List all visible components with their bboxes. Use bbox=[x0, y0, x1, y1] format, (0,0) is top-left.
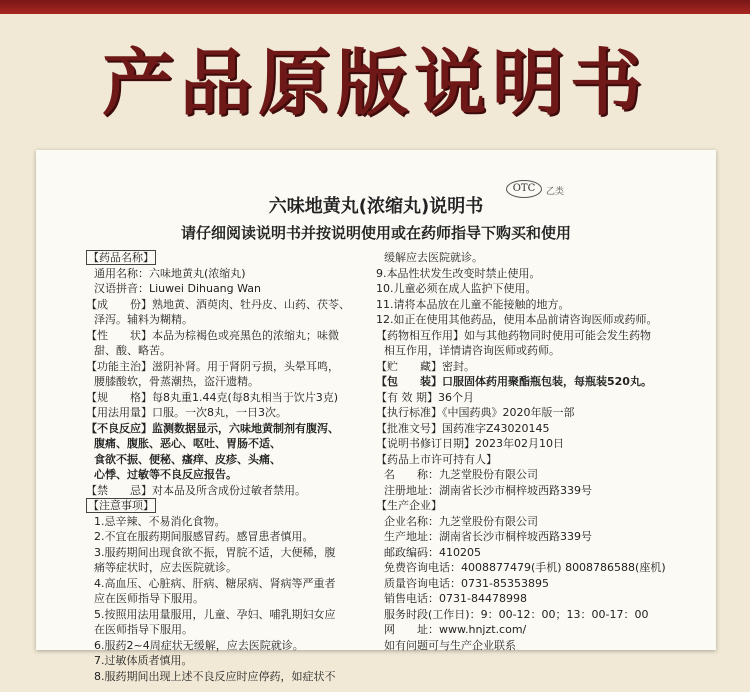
leaflet-line bbox=[376, 266, 701, 282]
leaflet-line bbox=[86, 498, 386, 514]
leaflet-line bbox=[86, 266, 386, 282]
leaflet-line-text: 3.服药期间出现食欲不振，胃脘不适，大便稀，腹 bbox=[94, 545, 336, 559]
leaflet-line-text: 质量咨询电话：0731-85353895 bbox=[384, 576, 549, 590]
leaflet-line-text: 腰膝酸软，骨蒸潮热，盗汗遗精。 bbox=[94, 375, 259, 388]
leaflet-line bbox=[376, 560, 701, 576]
leaflet-line bbox=[86, 638, 386, 654]
leaflet-line-text: 5.按照用法用量服用，儿童、孕妇、哺乳期妇女应 bbox=[94, 607, 336, 621]
leaflet-line-text: 甜、酸、略苦。 bbox=[94, 344, 171, 357]
leaflet-line-text: 企业名称：九芝堂股份有限公司 bbox=[384, 514, 538, 528]
leaflet-line bbox=[86, 405, 386, 421]
leaflet-line bbox=[86, 343, 386, 359]
leaflet-line bbox=[86, 576, 386, 592]
leaflet-line-text: 【注意事项】 bbox=[88, 499, 154, 512]
leaflet-line bbox=[86, 483, 386, 499]
leaflet-line-text: 6.服药2~4周症状无缓解，应去医院就诊。 bbox=[94, 638, 304, 652]
leaflet-line bbox=[86, 529, 386, 545]
leaflet-line bbox=[376, 514, 701, 530]
leaflet-line-text: 邮政编码：410205 bbox=[384, 545, 481, 559]
leaflet-line bbox=[86, 359, 386, 375]
leaflet-line-text: 【药品上市许可持有人】 bbox=[376, 452, 497, 466]
leaflet-line bbox=[86, 374, 386, 390]
leaflet-line-text: 销售电话：0731-84478998 bbox=[384, 592, 527, 605]
leaflet-line bbox=[86, 514, 386, 530]
leaflet-line-text: 【包 装】口服固体药用聚酯瓶包装，每瓶装520丸。 bbox=[376, 375, 652, 388]
leaflet-line-text: 8.服药期间出现上述不良反应时应停药，如症状不 bbox=[94, 669, 336, 683]
right-column bbox=[376, 250, 701, 653]
leaflet-line bbox=[376, 622, 701, 638]
leaflet-line-text: 免费咨询电话：4008877479(手机) 8008786588(座机) bbox=[384, 561, 666, 574]
leaflet-line bbox=[86, 297, 386, 313]
leaflet-line-text: 2.不宜在服药期间服感冒药。感冒患者慎用。 bbox=[94, 530, 314, 543]
leaflet-line bbox=[376, 328, 701, 344]
leaflet-line-text: 【不良反应】监测数据显示，六味地黄制剂有腹泻、 bbox=[86, 421, 339, 435]
leaflet-line bbox=[376, 297, 701, 313]
leaflet-subtitle: 请仔细阅读说明书并按说明使用或在药师指导下购买和使用 bbox=[180, 224, 571, 242]
leaflet-line-text: 心悸、过敏等不良反应报告。 bbox=[94, 468, 237, 481]
leaflet-line bbox=[376, 436, 701, 452]
leaflet-line bbox=[376, 638, 701, 654]
leaflet-line bbox=[376, 359, 701, 375]
leaflet-line-text: 名 称：九芝堂股份有限公司 bbox=[384, 468, 538, 481]
banner-title: 产品原版说明书 bbox=[101, 40, 648, 125]
leaflet-line-text: 【功能主治】滋阴补肾。用于肾阴亏损，头晕耳鸣， bbox=[86, 359, 339, 373]
leaflet-line-text: 食欲不振、便秘、瘙痒、皮疹、头痛、 bbox=[94, 452, 281, 466]
leaflet-line-text: 【说明书修订日期】2023年02月10日 bbox=[376, 437, 564, 450]
leaflet-line-text: 【药品名称】 bbox=[88, 251, 154, 264]
leaflet-line-text: 7.过敏体质者慎用。 bbox=[94, 654, 193, 667]
leaflet-line-text: 腹痛、腹胀、恶心、呕吐、胃肠不适、 bbox=[94, 437, 281, 450]
leaflet-line bbox=[86, 622, 386, 638]
leaflet-line bbox=[376, 467, 701, 483]
leaflet-line bbox=[86, 452, 386, 468]
leaflet-line bbox=[376, 312, 701, 328]
leaflet-line bbox=[86, 467, 386, 483]
leaflet-line bbox=[86, 328, 386, 344]
leaflet-line bbox=[376, 374, 701, 390]
leaflet-line bbox=[376, 281, 701, 297]
leaflet-line bbox=[86, 591, 386, 607]
leaflet-line bbox=[86, 436, 386, 452]
banner-top-band bbox=[0, 0, 750, 14]
leaflet-line bbox=[86, 545, 386, 561]
leaflet-line-text: 【禁 忌】对本品及所含成份过敏者禁用。 bbox=[86, 483, 306, 497]
leaflet-line bbox=[376, 405, 701, 421]
instruction-leaflet bbox=[36, 150, 716, 683]
leaflet-line-text: 应在医师指导下服用。 bbox=[94, 592, 204, 605]
leaflet-line-text: 【性 状】本品为棕褐色或亮黑色的浓缩丸；味微 bbox=[86, 328, 339, 342]
leaflet-line bbox=[376, 545, 701, 561]
leaflet-line-text: 【药物相互作用】如与其他药物同时使用可能会发生药物 bbox=[376, 328, 651, 342]
leaflet-line-text: 相互作用，详情请咨询医师或药师。 bbox=[384, 344, 560, 357]
leaflet-line-text: 【批准文号】国药准字Z43020145 bbox=[376, 421, 550, 435]
leaflet-line-text: 服务时段(工作日)：9：00-12：00；13：00-17：00 bbox=[384, 607, 649, 621]
leaflet-line-text: 【贮 藏】密封。 bbox=[376, 359, 475, 373]
leaflet-line bbox=[86, 653, 386, 669]
leaflet-line-text: 通用名称：六味地黄丸(浓缩丸) bbox=[94, 266, 246, 280]
leaflet-line bbox=[376, 607, 701, 623]
leaflet-line-text: 【执行标准】《中国药典》2020年版一部 bbox=[376, 406, 575, 419]
leaflet-line bbox=[86, 421, 386, 437]
leaflet-line bbox=[376, 390, 701, 406]
leaflet-title: 六味地黄丸(浓缩丸)说明书 bbox=[268, 196, 484, 217]
leaflet-line-text: 【有 效 期】36个月 bbox=[376, 390, 474, 404]
leaflet-line bbox=[86, 669, 386, 685]
leaflet-line bbox=[86, 281, 386, 297]
leaflet-line bbox=[376, 576, 701, 592]
leaflet-line bbox=[86, 607, 386, 623]
leaflet-line-text: 【用法用量】口服。一次8丸，一日3次。 bbox=[86, 406, 287, 419]
leaflet-line-text: 1.忌辛辣、不易消化食物。 bbox=[94, 514, 226, 528]
leaflet-line bbox=[376, 529, 701, 545]
leaflet-line-text: 【成 份】熟地黄、酒萸肉、牡丹皮、山药、茯苓、 bbox=[86, 297, 350, 311]
leaflet-line-text: 网 址：www.hnjzt.com/ bbox=[384, 623, 527, 636]
leaflet-line-text: 如有问题可与生产企业联系 bbox=[384, 638, 516, 652]
leaflet-line-text: 10.儿童必须在成人监护下使用。 bbox=[376, 282, 537, 295]
leaflet-line bbox=[376, 498, 701, 514]
leaflet-line-text: 痛等症状时，应去医院就诊。 bbox=[94, 561, 237, 574]
leaflet-line-text: 生产地址：湖南省长沙市桐梓坡西路339号 bbox=[384, 530, 592, 543]
leaflet-line bbox=[86, 560, 386, 576]
leaflet-line-text: 【生产企业】 bbox=[376, 499, 442, 512]
leaflet-line-text: 【规 格】每8丸重1.44克(每8丸相当于饮片3克) bbox=[86, 390, 339, 404]
leaflet-line bbox=[376, 343, 701, 359]
leaflet-line-text: 在医师指导下服用。 bbox=[94, 623, 193, 636]
leaflet-line bbox=[376, 452, 701, 468]
leaflet-line bbox=[376, 483, 701, 499]
left-column bbox=[86, 250, 386, 684]
otc-class-label: 乙类 bbox=[546, 187, 565, 197]
leaflet-line bbox=[86, 250, 386, 266]
leaflet-line-text: 缓解应去医院就诊。 bbox=[384, 251, 483, 264]
leaflet-line bbox=[376, 591, 701, 607]
leaflet-line bbox=[86, 312, 386, 328]
leaflet-line bbox=[376, 421, 701, 437]
leaflet-line-text: 9.本品性状发生改变时禁止使用。 bbox=[376, 266, 541, 280]
leaflet-line-text: 泽泻。辅料为糊精。 bbox=[94, 313, 193, 326]
leaflet-line bbox=[376, 250, 701, 266]
otc-badge: OTC bbox=[506, 180, 542, 198]
leaflet-line bbox=[86, 390, 386, 406]
leaflet-line-text: 12.如正在使用其他药品，使用本品前请咨询医师或药师。 bbox=[376, 313, 658, 326]
leaflet-line-text: 4.高血压、心脏病、肝病、糖尿病、肾病等严重者 bbox=[94, 576, 336, 590]
leaflet-line-text: 11.请将本品放在儿童不能接触的地方。 bbox=[376, 297, 570, 311]
leaflet-line-text: 注册地址：湖南省长沙市桐梓坡西路339号 bbox=[384, 483, 592, 497]
leaflet-line-text: 汉语拼音：Liuwei Dihuang Wan bbox=[94, 282, 262, 295]
